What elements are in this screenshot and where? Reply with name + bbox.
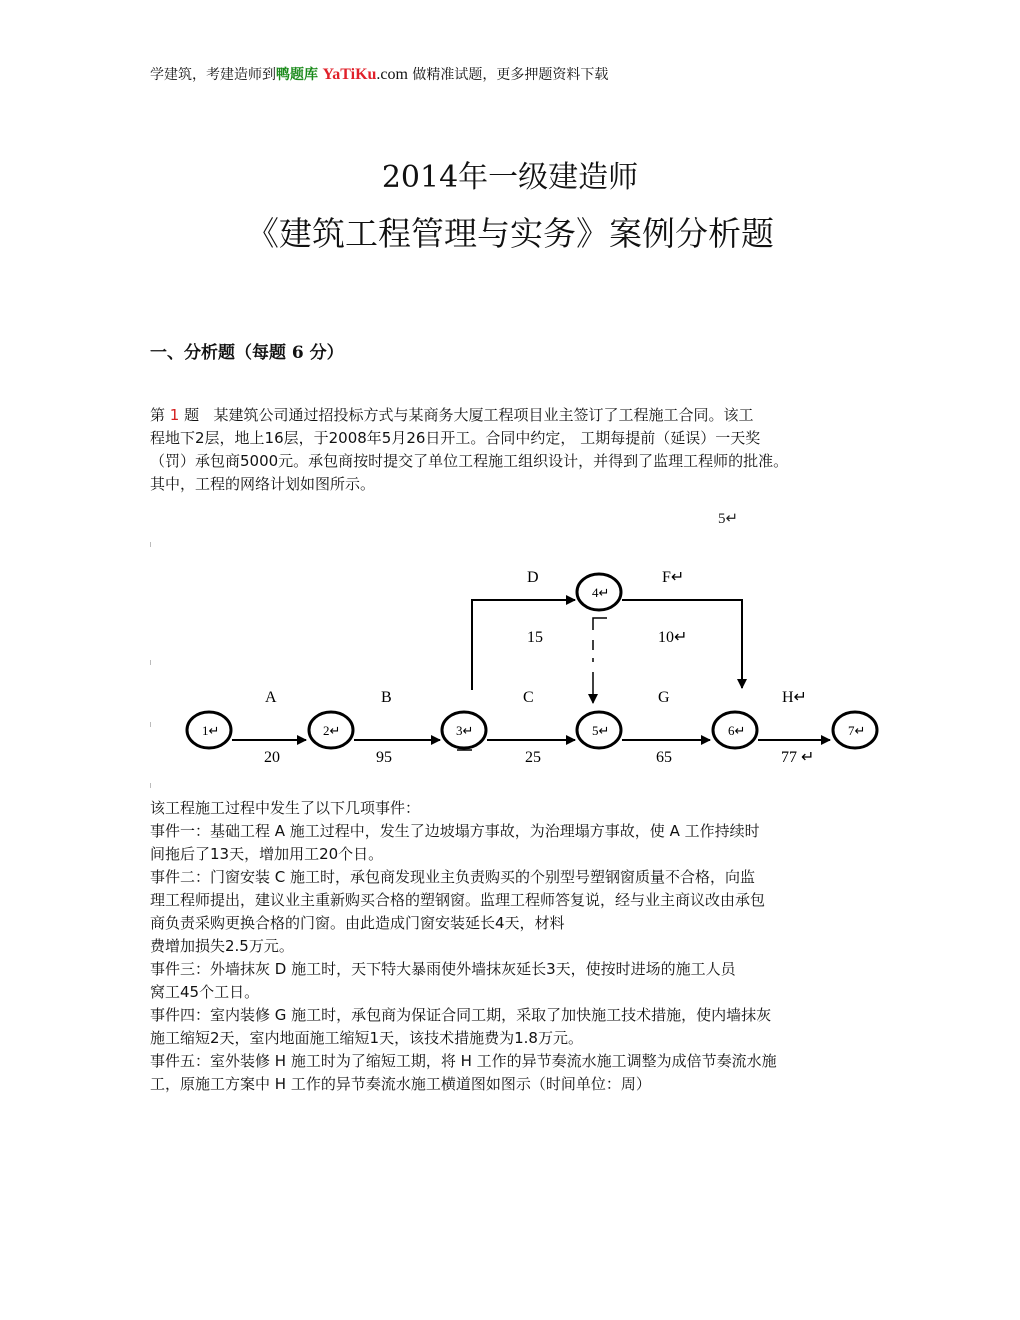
- activity-H-name: H↵: [782, 689, 807, 706]
- activity-B-duration: 95: [376, 749, 392, 766]
- svg-text:3↵: 3↵: [456, 723, 474, 738]
- question-text: 某建筑公司通过招投标方式与某商务大厦工程项目业主签订了工程施工合同。该工: [213, 406, 754, 424]
- events-line-7: 费增加损失2.5万元。: [150, 937, 294, 955]
- question-line-4: 其中，工程的网络计划如图所示。: [150, 475, 376, 493]
- svg-text:4↵: 4↵: [592, 585, 610, 600]
- document-title-line2: 《建筑工程管理与实务》案例分析题: [246, 214, 774, 253]
- activity-B-name: B: [381, 689, 392, 706]
- events-line-2: 事件一：基础工程 A 施工过程中，发生了边坡塌方事故，为治理塌方事故，使 A 工作持续时: [150, 822, 760, 840]
- svg-text:7↵: 7↵: [848, 723, 866, 738]
- arrow-D: [472, 600, 575, 690]
- activity-D-duration: 15: [527, 629, 543, 646]
- activity-H-duration: 77 ↵: [781, 749, 815, 766]
- question-suffix: 题: [184, 406, 200, 424]
- events-line-11: 施工缩短2天，室内地面施工缩短1天，该技术措施费为1.8万元。: [150, 1029, 583, 1047]
- question-number: 1: [169, 406, 180, 424]
- svg-text:6↵: 6↵: [728, 723, 746, 738]
- node-7: [833, 712, 877, 748]
- dummy-arrow-4-5: [593, 618, 607, 703]
- svg-text:2↵: 2↵: [323, 723, 341, 738]
- events-line-10: 事件四：室内装修 G 施工时，承包商为保证合同工期，采取了加快施工技术措施，使内墙抹灰: [150, 1006, 772, 1024]
- activity-C-name: C: [523, 689, 534, 706]
- activity-G-name: G: [658, 689, 670, 706]
- activity-A-duration: 20: [264, 749, 280, 766]
- stray-label: 5↵: [718, 511, 739, 527]
- activity-F-duration: 10↵: [658, 629, 688, 646]
- banner-prefix: 学建筑，考建造师到: [150, 67, 276, 83]
- activity-C-duration: 25: [525, 749, 541, 766]
- activity-D-name: D: [527, 569, 539, 586]
- banner-suffix: 做精准试题，更多押题资料下载: [412, 67, 609, 83]
- document-title-line1: 2014年一级建造师: [381, 160, 639, 195]
- brand-name-en[interactable]: YaTiKu: [322, 66, 377, 83]
- activity-A-name: A: [265, 689, 277, 706]
- events-line-13: 工，原施工方案中 H 工作的异节奏流水施工横道图如图示（时间单位：周）: [150, 1075, 651, 1093]
- brand-domain[interactable]: .com: [376, 66, 408, 83]
- activity-F-name: F↵: [662, 569, 685, 586]
- question-line-2: 程地下2层，地上16层，于2008年5月26日开工。合同中约定， 工期每提前（延误）一天奖: [150, 429, 761, 447]
- activity-G-duration: 65: [656, 749, 672, 766]
- events-line-9: 窝工45个工日。: [150, 983, 260, 1001]
- events-line-6: 商负责采购更换合格的门窗。由此造成门窗安装延长4天，材料: [150, 914, 565, 932]
- svg-text:5↵: 5↵: [592, 723, 610, 738]
- brand-name-cn[interactable]: 鸭题库: [276, 67, 318, 83]
- events-line-8: 事件三：外墙抹灰 D 施工时，天下特大暴雨使外墙抹灰延长3天，使按时进场的施工人员: [150, 960, 736, 978]
- question-prefix: 第: [150, 406, 166, 424]
- node-5: [577, 712, 621, 748]
- node-1: [187, 712, 231, 748]
- section-heading: 一、分析题（每题 6 分）: [150, 343, 344, 363]
- events-line-12: 事件五：室外装修 H 施工时为了缩短工期，将 H 工作的异节奏流水施工调整为成倍节奏流水施: [150, 1052, 777, 1070]
- events-line-4: 事件二：门窗安装 C 施工时，承包商发现业主负责购买的个别型号塑钢窗质量不合格，向监: [150, 868, 756, 886]
- question-line-3: （罚）承包商5000元。承包商按时提交了单位工程施工组织设计，并得到了监理工程师的批准。: [150, 452, 789, 470]
- node-3: [442, 712, 486, 750]
- events-line-3: 间拖后了13天，增加用工20个日。: [150, 845, 384, 863]
- events-line-1: 该工程施工过程中发生了以下几项事件：: [150, 799, 421, 817]
- node-6: [713, 712, 757, 748]
- node-2: [309, 712, 353, 748]
- svg-text:1↵: 1↵: [202, 723, 220, 738]
- node-4: [577, 574, 621, 610]
- events-line-5: 理工程师提出，建议业主重新购买合格的塑钢窗。监理工程师答复说，经与业主商议改由承包: [150, 891, 766, 909]
